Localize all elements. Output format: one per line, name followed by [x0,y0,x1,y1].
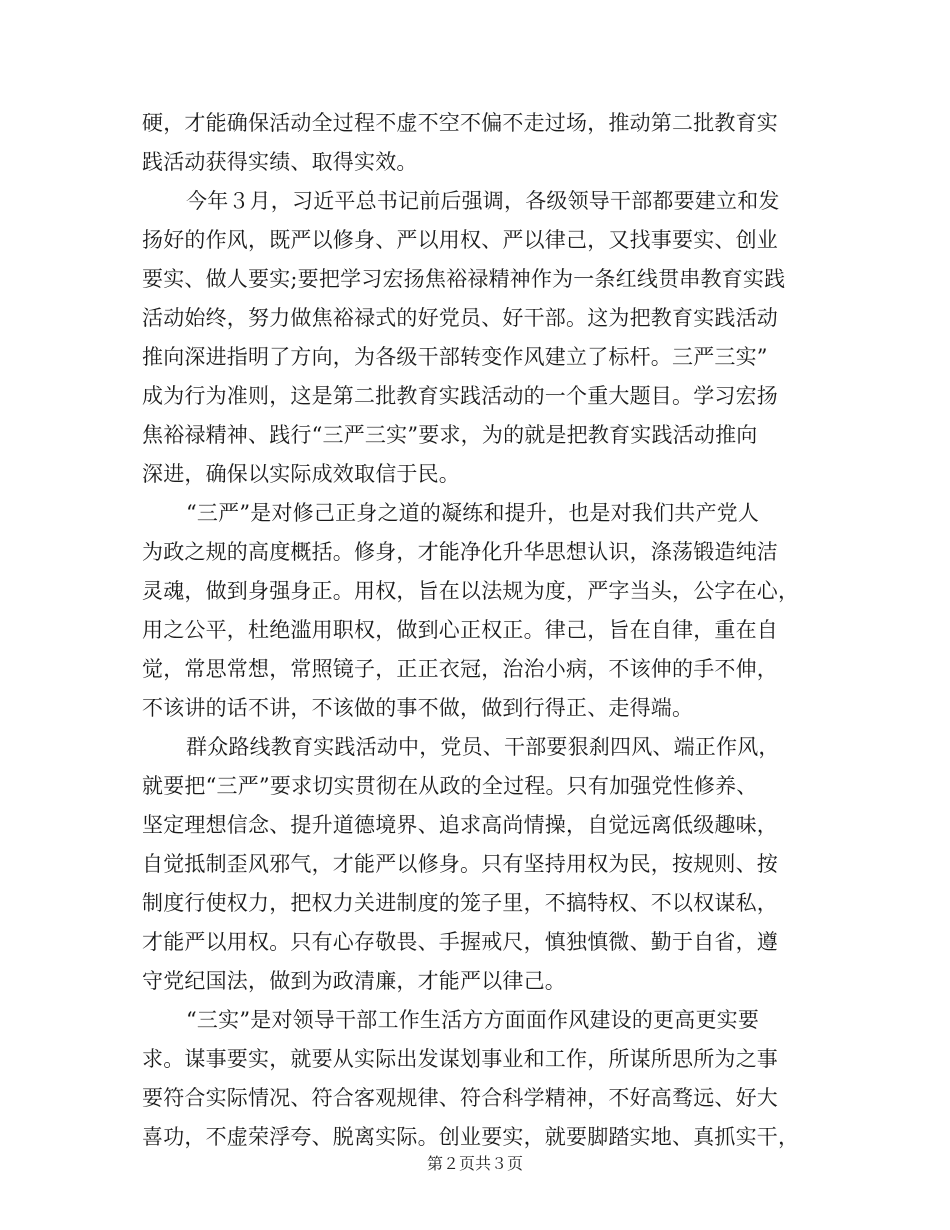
text-line: 今年３月，习近平总书记前后强调，各级领导干部都要建立和发 [186,189,780,213]
paragraph [142,1001,810,1157]
text-line: “三实”是对领导干部工作生活方方面面作风建设的更高更实要 [186,1008,760,1032]
text-line: 为政之规的高度概括。修身，才能净化升华思想认识，涤荡锻造纯洁 [142,540,778,564]
text-line: “三严”是对修己正身之道的凝练和提升，也是对我们共产党人 [186,501,760,525]
text-line: 活动始终，努力做焦裕禄式的好党员、好干部。这为把教育实践活动 [142,306,778,330]
document-body [142,104,810,1157]
paragraph [142,494,810,728]
text-line: 制度行使权力，把权力关进制度的笼子里，不搞特权、不以权谋私， [142,891,778,915]
paragraph [142,104,810,182]
text-line: 推向深进指明了方向，为各级干部转变作风建立了标杆。三严三实” [142,345,768,369]
text-line: 焦裕禄精神、践行“三严三实”要求，为的就是把教育实践活动推向 [142,423,758,447]
text-line: 觉，常思常想，常照镜子，正正衣冠，治治小病，不该伸的手不伸， [142,657,778,681]
text-line: 硬，才能确保活动全过程不虚不空不偏不走过场，推动第二批教育实 [142,111,778,135]
text-line: 要实、做人要实;要把学习宏扬焦裕禄精神作为一条红线贯串教育实践 [142,267,786,291]
text-line: 就要把“三严”要求切实贯彻在从政的全过程。只有加强党性修养、 [142,774,758,798]
text-line: 不该讲的话不讲，不该做的事不做，做到行得正、走得端。 [142,696,694,720]
text-line: 求。谋事要实，就要从实际出发谋划事业和工作，所谋所思所为之事 [142,1047,778,1071]
text-line: 要符合实际情况、符合客观规律、符合科学精神，不好高骛远、好大 [142,1086,778,1110]
text-line: 用之公平，杜绝滥用职权，做到心正权正。律己，旨在自律，重在自 [142,618,778,642]
text-line: 灵魂，做到身强身正。用权，旨在以法规为度，严字当头，公字在心， [142,579,800,603]
text-line: 坚定理想信念、提升道德境界、追求高尚情操，自觉远离低级趣味， [142,813,778,837]
text-line: 群众路线教育实践活动中，党员、干部要狠刹四风、端正作风， [186,735,780,759]
text-line: 扬好的作风，既严以修身、严以用权、严以律己，又找事要实、创业 [142,228,778,252]
text-line: 守党纪国法，做到为政清廉，才能严以律己。 [142,969,566,993]
text-line: 自觉抵制歪风邪气，才能严以修身。只有坚持用权为民，按规则、按 [142,852,778,876]
paragraph [142,728,810,1001]
text-line: 喜功，不虚荣浮夸、脱离实际。创业要实，就要脚踏实地、真抓实干， [142,1125,800,1149]
text-line: 才能严以用权。只有心存敬畏、手握戒尺，慎独慎微、勤于自省，遵 [142,930,778,954]
paragraph [142,182,810,494]
text-line: 成为行为准则，这是第二批教育实践活动的一个重大题目。学习宏扬 [142,384,778,408]
page-footer: 第２页共３页 [426,1154,523,1173]
text-line: 践活动获得实绩、取得实效。 [142,150,418,174]
text-line: 深进，确保以实际成效取信于民。 [142,462,460,486]
